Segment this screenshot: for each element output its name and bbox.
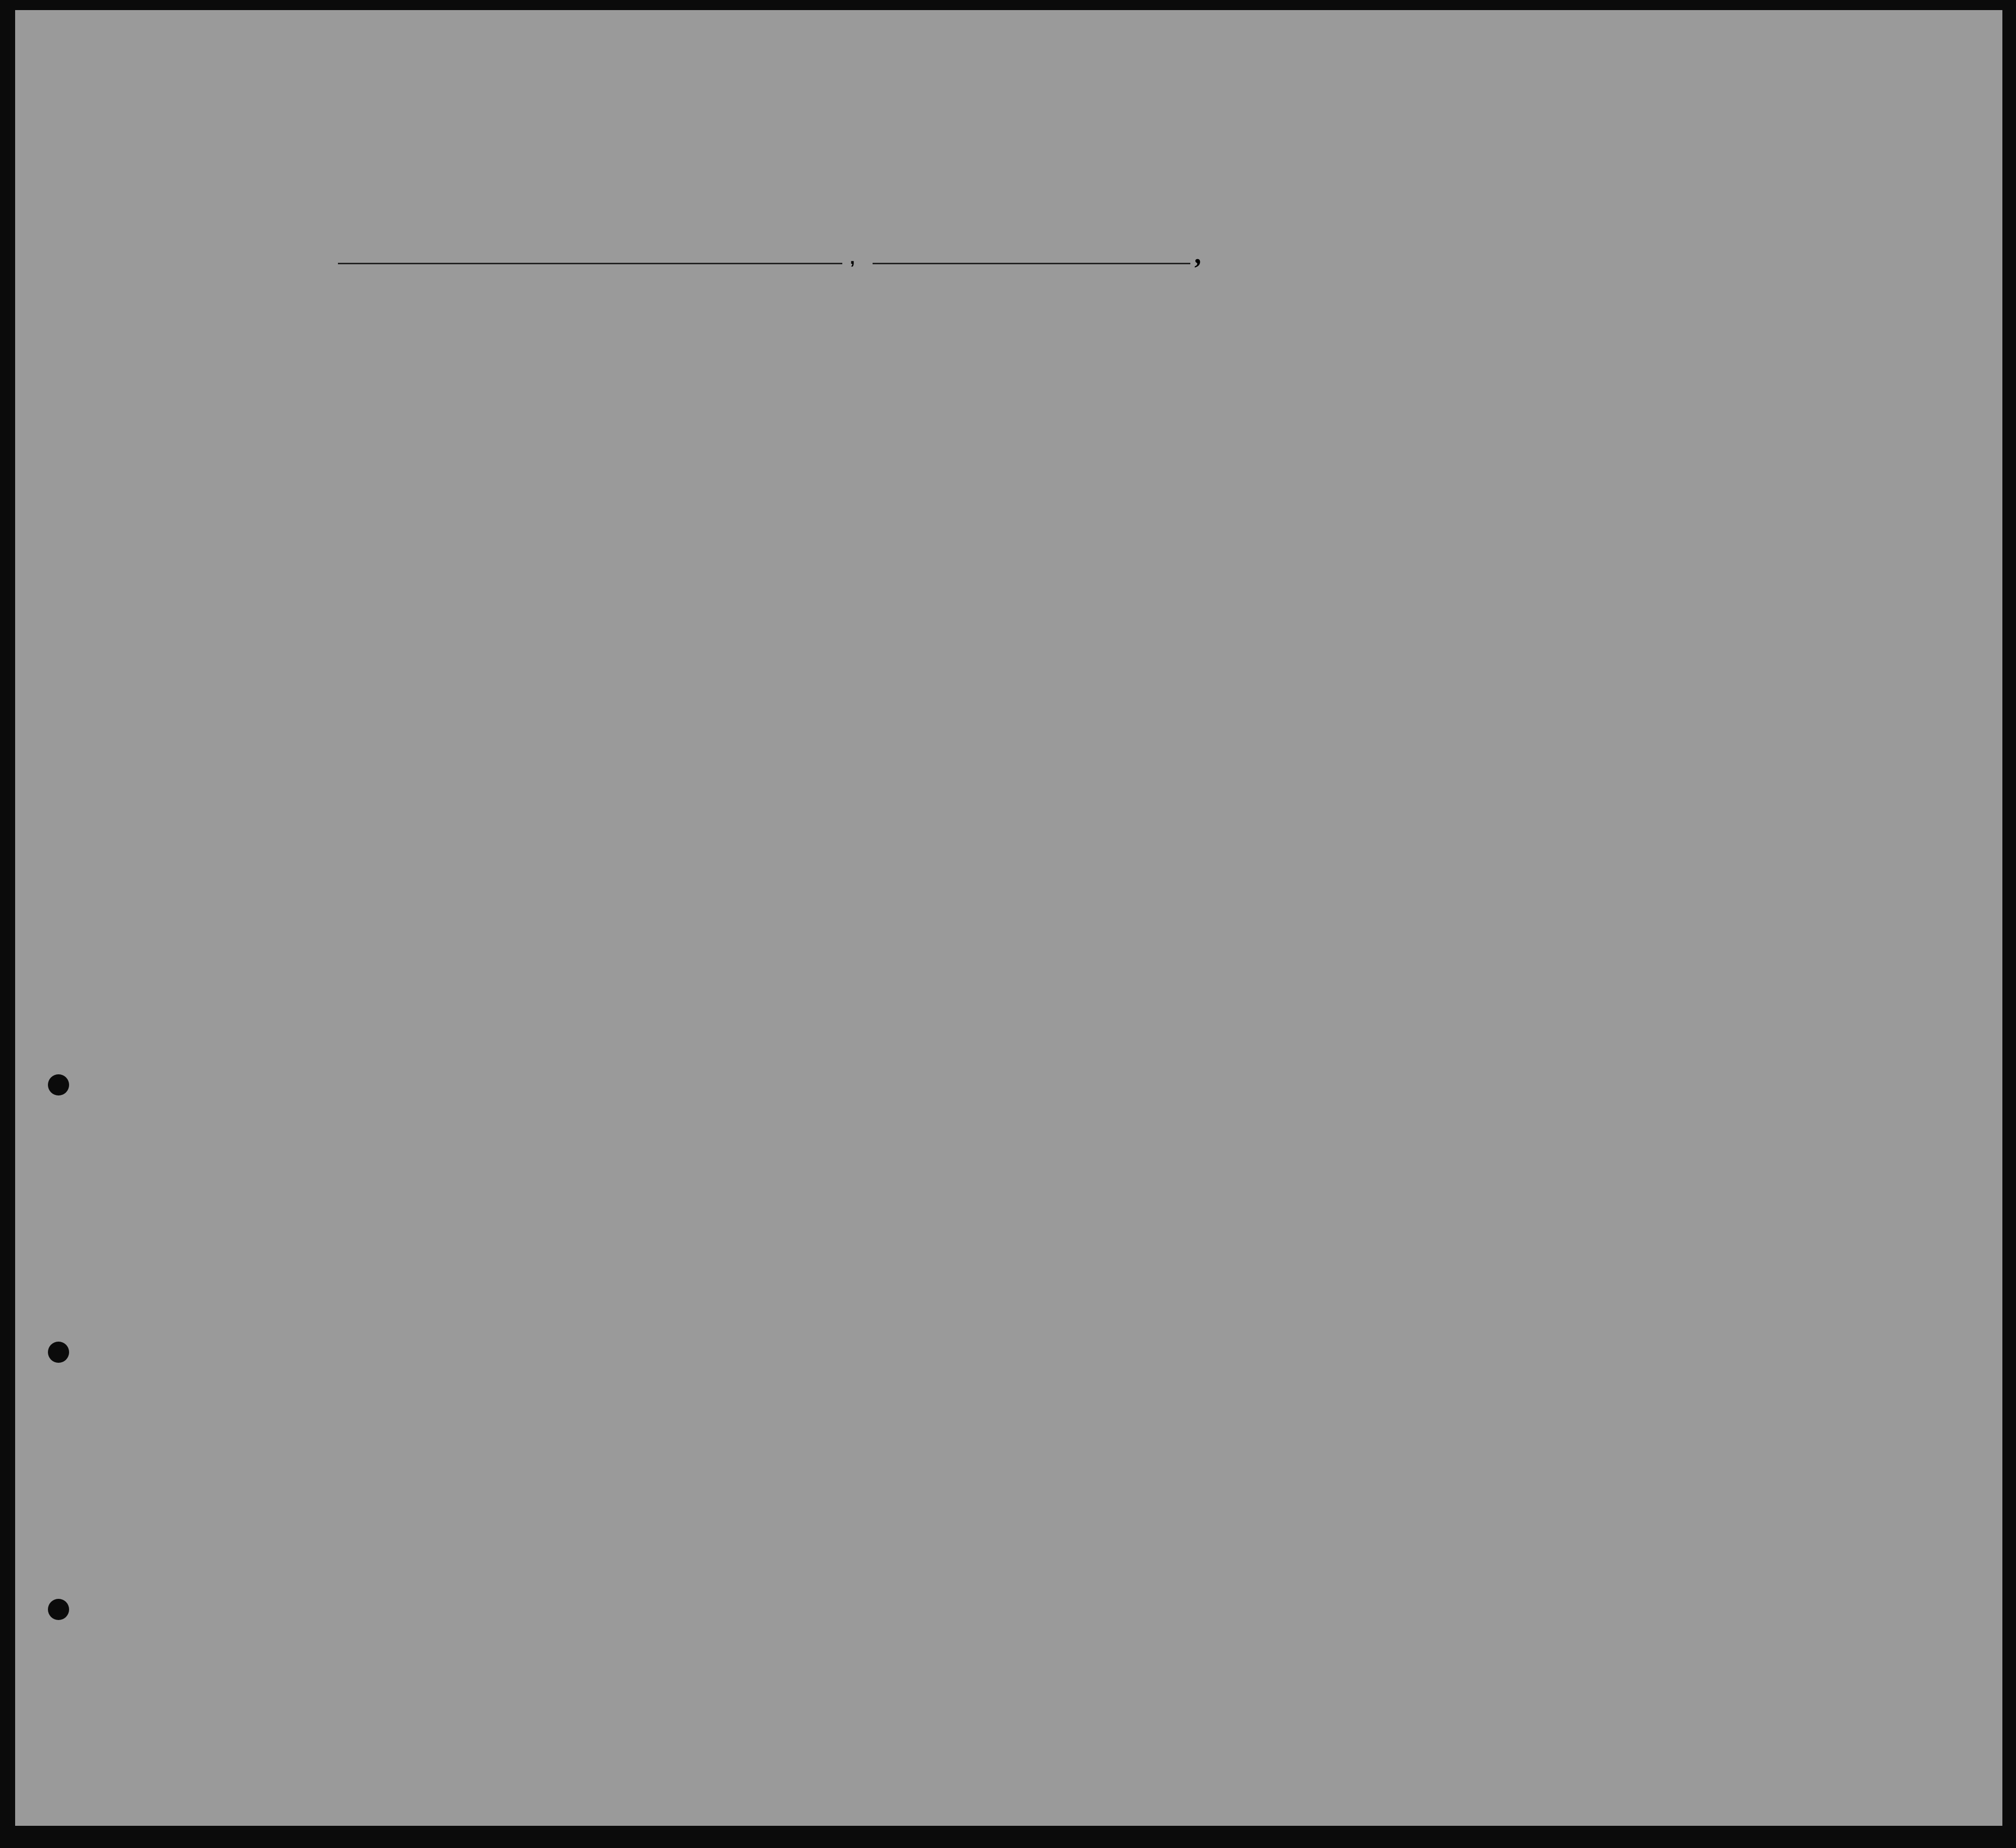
comma: ,: [850, 247, 855, 268]
manifest-sheet: [15, 10, 2002, 1826]
binder-hole: [48, 1074, 69, 1095]
table-grid: [15, 10, 2002, 1826]
binder-hole: [48, 1342, 69, 1363]
comma-2: ,: [1195, 239, 1202, 270]
binder-hole: [48, 1599, 69, 1620]
